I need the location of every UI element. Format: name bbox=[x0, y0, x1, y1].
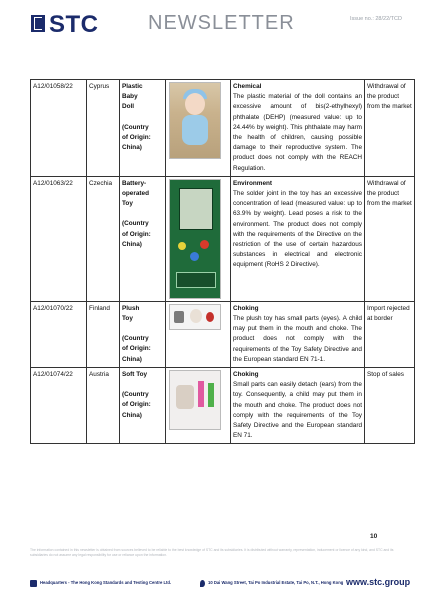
table-row bbox=[31, 80, 415, 177]
ref-cell: A12/01058/22 bbox=[31, 80, 87, 177]
country-cell: Finland bbox=[87, 301, 120, 367]
product-cell bbox=[120, 176, 166, 301]
product-line: Toy bbox=[122, 315, 133, 323]
plush-toy-image bbox=[169, 304, 221, 330]
image-cell bbox=[166, 176, 231, 301]
origin-line: China) bbox=[122, 144, 142, 152]
product-line: operated bbox=[122, 190, 149, 198]
table-row bbox=[31, 301, 415, 367]
recall-table bbox=[30, 79, 415, 444]
origin-line: of Origin: bbox=[122, 345, 151, 353]
image-cell bbox=[166, 80, 231, 177]
issue-number: Issue no.: 28/22/TCD bbox=[350, 16, 402, 22]
product-line: Plastic bbox=[122, 83, 143, 90]
logo-text: STC bbox=[49, 11, 99, 38]
disclaimer: The information contained in this newsletter is obtained from sources believed to be reliable to the best knowledge of STC and its subsidiaries. It is distributed without warranty, representation, inducement or licence of any kind, and STC and its subsidiaries do not assume any legal responsibility for use or reliance upon the information. bbox=[30, 548, 394, 557]
country-cell: Austria bbox=[87, 368, 120, 444]
origin-line: (Country bbox=[122, 391, 149, 399]
measure-cell: Import rejected at border bbox=[365, 301, 415, 367]
newsletter-title: NEWSLETTER bbox=[148, 12, 295, 34]
header bbox=[0, 0, 425, 50]
measure-cell: Withdrawal of the product from the market bbox=[365, 176, 415, 301]
product-line: Doll bbox=[122, 103, 135, 111]
risk-cell bbox=[231, 176, 365, 301]
measure-cell: Stop of sales bbox=[365, 368, 415, 444]
location-pin-icon bbox=[200, 580, 205, 587]
website-link[interactable]: www.stc.group bbox=[346, 577, 411, 587]
risk-title: Choking bbox=[233, 371, 259, 379]
country-cell: Cyprus bbox=[87, 80, 120, 177]
ref-cell: A12/01074/22 bbox=[31, 368, 87, 444]
image-cell bbox=[166, 368, 231, 444]
origin-line: (Country bbox=[122, 335, 149, 343]
game-console-image bbox=[169, 179, 221, 299]
risk-cell bbox=[231, 368, 365, 444]
country-cell: Czechia bbox=[87, 176, 120, 301]
product-cell bbox=[120, 80, 166, 177]
table-row bbox=[31, 368, 415, 444]
soft-toy-image bbox=[169, 370, 221, 430]
risk-text: The plastic material of the doll contains an excessive amount of bis(2-ethylhexyl) phthalate (DEHP) (measured value: up to 24.44% by weight). This phthalate may harm the health of children, causing possible damage to their reproductive system. The product does not comply with the REACH Regulation. bbox=[233, 93, 362, 172]
risk-text: The solder joint in the toy has an excessive concentration of lead (measured value: up to 63.9% by weight). Lead poses a risk to the environment. The product does not comply with the requirements of the Directive on the restriction of the use of certain hazardous substances in electrical and electronic equipment (RoHS 2 Directive). bbox=[233, 190, 362, 269]
risk-cell bbox=[231, 80, 365, 177]
product-line: Baby bbox=[122, 93, 138, 101]
footer-hq: Headquarters - The Hong Kong Standards and Testing Centre Ltd. bbox=[40, 580, 172, 585]
ref-cell: A12/01063/22 bbox=[31, 176, 87, 301]
risk-text: The plush toy has small parts (eyes). A child may put them in the mouth and choke. The product does not comply with the requirements of the Toy Safety Directive and the European standard EN 71-1. bbox=[233, 315, 362, 363]
origin-line: (Country bbox=[122, 220, 149, 228]
origin-line: China) bbox=[122, 355, 142, 363]
product-line: Toy bbox=[122, 200, 133, 208]
risk-text: Small parts can easily detach (ears) from the toy. Consequently, a child may put them in the mouth and choke. The product does not comply with the requirements of the Toy Safety Directive and the European standard EN 71. bbox=[233, 381, 362, 440]
footer-address: 10 Dai Wang Street, Tai Po Industrial Estate, Tai Po, N.T., Hong Kong bbox=[208, 580, 344, 585]
origin-line: of Origin: bbox=[122, 401, 151, 409]
risk-title: Environment bbox=[233, 179, 273, 187]
baby-doll-image bbox=[169, 82, 221, 159]
origin-line: of Origin: bbox=[122, 230, 151, 238]
image-cell bbox=[166, 301, 231, 367]
risk-title: Chemical bbox=[233, 83, 262, 90]
product-line: Battery- bbox=[122, 179, 147, 187]
measure-cell: Withdrawal of the product from the market bbox=[365, 80, 415, 177]
building-icon bbox=[30, 580, 37, 587]
ref-cell: A12/01070/22 bbox=[31, 301, 87, 367]
product-cell bbox=[120, 368, 166, 444]
product-line: Soft Toy bbox=[122, 371, 148, 379]
table-row bbox=[31, 176, 415, 301]
stc-logo-icon bbox=[31, 15, 45, 32]
page-number: 10 bbox=[370, 533, 378, 540]
origin-line: of Origin: bbox=[122, 133, 151, 141]
origin-line: China) bbox=[122, 240, 142, 248]
footer bbox=[30, 577, 411, 592]
risk-title: Choking bbox=[233, 304, 259, 312]
origin-line: (Country bbox=[122, 123, 149, 131]
product-line: Plush bbox=[122, 304, 140, 312]
risk-cell bbox=[231, 301, 365, 367]
origin-line: China) bbox=[122, 411, 142, 419]
product-cell bbox=[120, 301, 166, 367]
